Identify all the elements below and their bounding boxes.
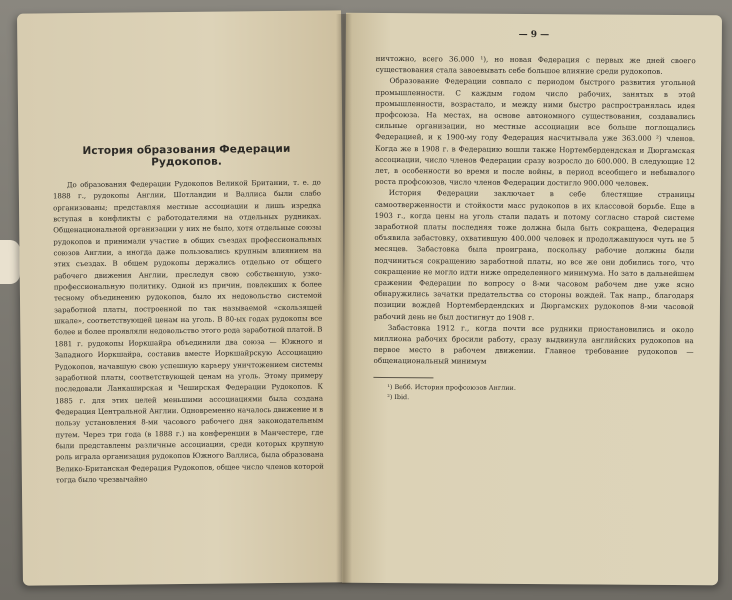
paragraph-4: Забастовка 1912 г., когда почти все рудники приостановились и около миллиона рабочих бросили работу, сразу выдвинула английских рудокопов на первое место в рабочем движении. Главное требование рудокопов — общенациональный минимум <box>373 322 694 367</box>
book-spine-shadow <box>336 14 352 584</box>
footnote-2: ²) Ibid. <box>387 392 410 401</box>
footnote-1: ¹) Вебб. История профсоюзов Англии. <box>387 382 516 392</box>
paragraph-2: Образование Федерации совпало с периодом быстрого развития угольной промышленности. С каждым годом число рабочих, занятых в этой промышленности, возрастало, и между ними быстро распространялась идея профсоюза. На местах, на основе автономного существования, создавались сильные организации, но местные ассоциации все больше поглощались Федерацией, и к 1900-му году Федерация насчитывала уже 363.000 ²) членов. Когда же в 1908 г. в Федерацию вошли также Нортембердендская и Дюргамская ассоциации, число членов Федерации сразу возросло до 600.000. В следующие 12 лет, в особенности во время и после войны, в период всеобщего и небывалого роста профсоюзов, число членов Федерации достигло 900.000 человек. <box>374 76 696 189</box>
left-page <box>17 10 347 585</box>
paragraph-1: ничтожно, всего 36.000 ¹), но новая Федерация с первых же дней своего существования стала завоевывать себе большое влияние среди рудокопов. <box>375 53 696 77</box>
binding-tape <box>0 240 20 284</box>
right-page <box>342 13 722 586</box>
page-number: — 9 — <box>518 29 550 41</box>
paragraph-3: История Федерации заключает в себе блестящие страницы самоотверженности и стойкости масс рудокопов в их классовой борьбе. Еще в 1903 г., когда цены на уголь стали падать и потому согласно старой системе заработной платы последняя тоже должна была быть сокращена, Федерация объявила забастовку, охватившую 400.000 человек и продолжавшуюся чуть не 5 месяцев. Забастовка была проиграна, поскольку рабочие должны были подчиниться сокращению заработной платы, но все же они добились того, что сокращение не могло идти ниже определенного минимума. Но зато в дальнейшем сражении Федерации по вопросу о 8-ми часовом рабочем дне уже ясно обнаружились зачатки предательства со стороны вождей. Так напр., благодаря позиции вождей Нортембердендских и Дюргамских рудокопов 8-ми часовой рабочий день не был достигнут до 1908 г. <box>373 188 695 322</box>
footnote-divider <box>373 377 433 378</box>
chapter-heading: История образования Федерации Рудокопов. <box>82 142 291 169</box>
left-page-body: До образования Федерации Рудокопов Великой Британии, т. е. до 1888 г., рудокопы Англии, Шотландии и Валлиса были слабо организованы; представляя местные ассоциации и лишь изредка вступая в конфликты с работодателями на отдельных рудниках. Общенациональной организации у них не было, хотя отдельные союзы рудокопов и принимали участие в общих съездах профессиональных союзов Англии, а иногда даже пользовались крупным влиянием на этих съездах. В общем рудокопы держались отдельно от общего рабочего движения Англии, преследуя свою собственную, узко-профессиональную политику. Одной из причин, повлекших к более тесному объединению рудокопов, было их недовольство системой заработной платы, построенной по так называемой «скользящей шкале», соответствующей ценам на уголь. В 80-ых годах рудокопы все более и более проявляли недовольство этого рода заработной платой. В 1881 г. рудокопы Иоркшайра объединили два союза — Южного и Западного Иоркшайра, составив вместе Иоркшайрскую Ассоциацию Рудокопов, начавшую свою успешную карьеру уничтожением системы заработной платы, соответствующей ценам на уголь. Этому примеру последовали Ланкаширская и Чеширская Федерации Рудокопов. К 1885 г. для этих целей меньшими ассоциациями была создана Федерация Центральной Англии. Одновременно началось движение и в пользу установления 8-ми часового рабочего дня законодательным путем. Через три года (в 1888 г.) на конференции в Манчестере, где были представлены различные ассоциации, среди которых крупную роль играла организация рудокопов Южного Валлиса, была образована Велико-Британская Федерация Рудокопов, общее число членов которой тогда было чрезвычайно <box>52 177 324 485</box>
